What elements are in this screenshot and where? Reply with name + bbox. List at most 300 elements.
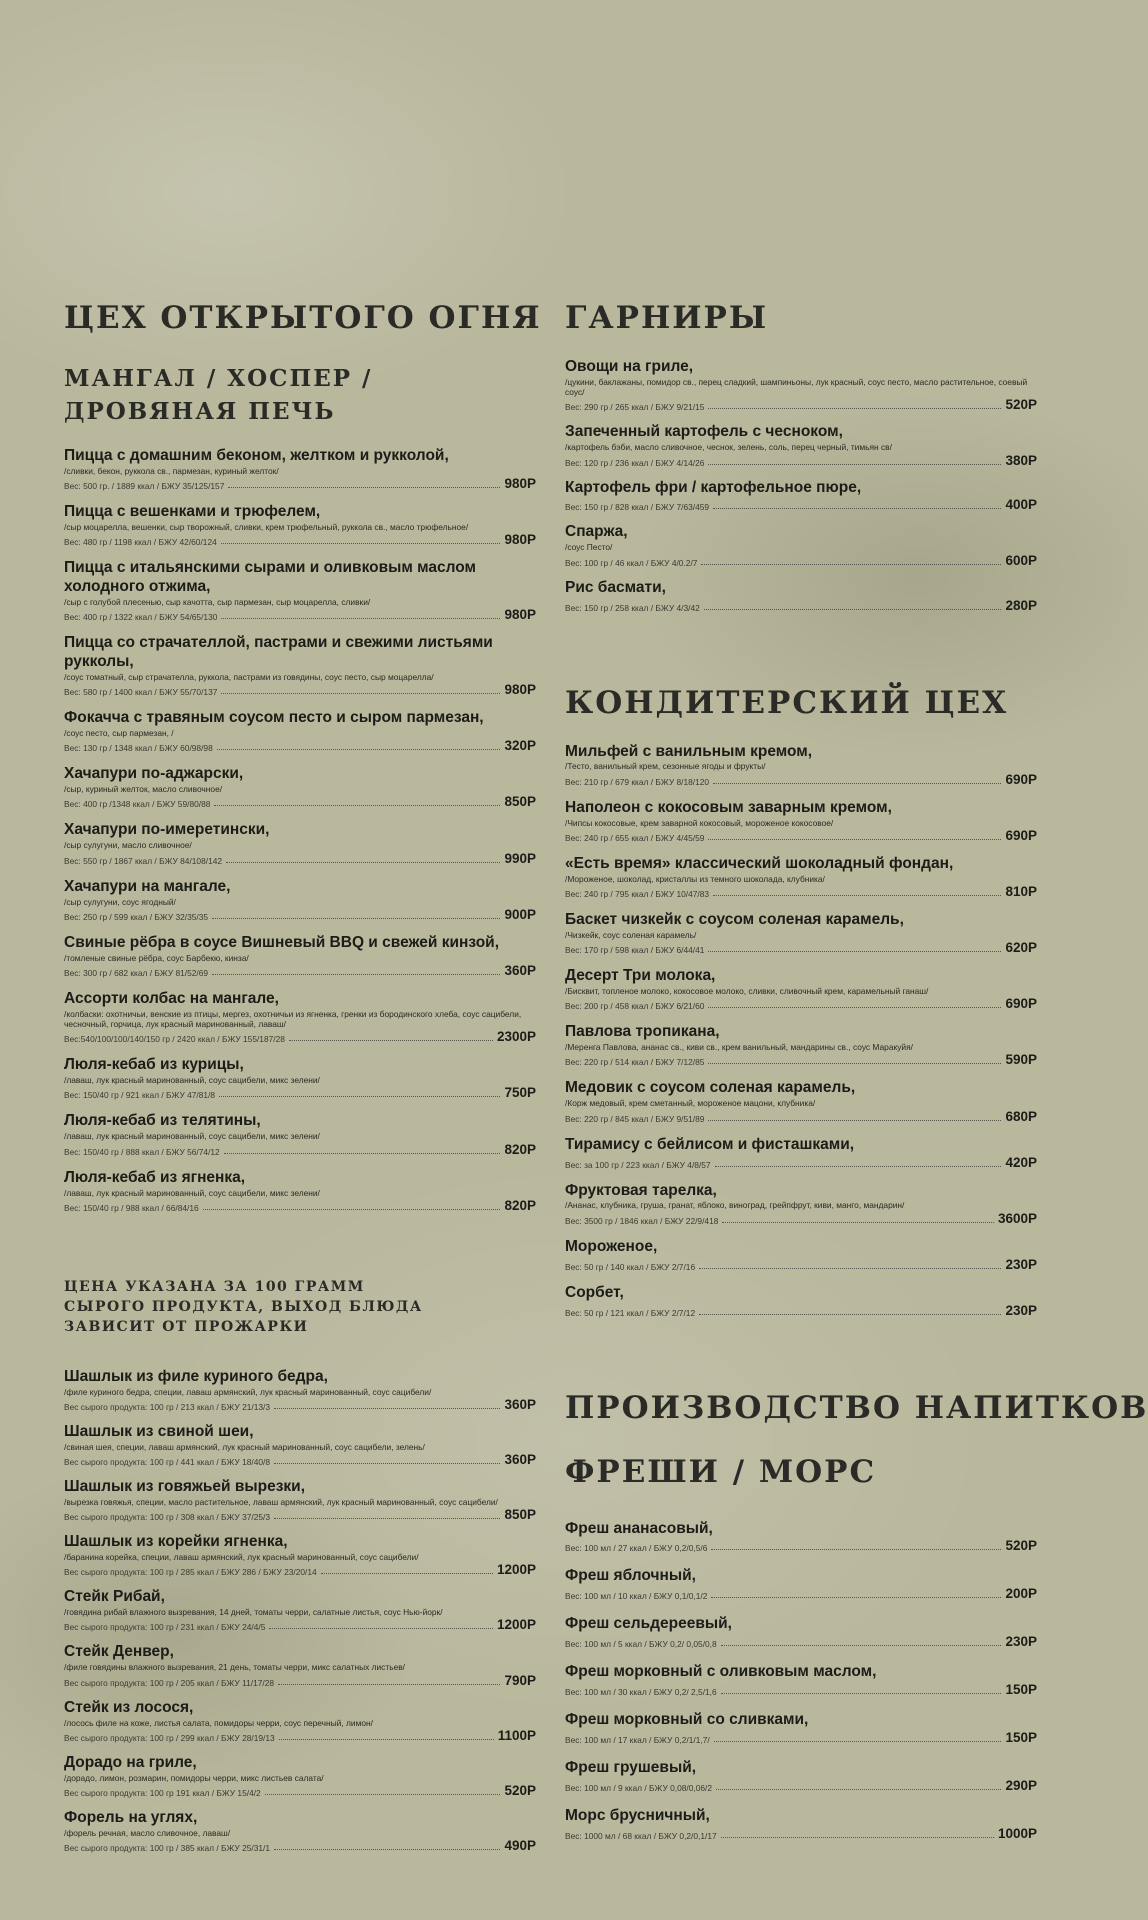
menu-item-weight: Вес: 400 гр / 1322 ккал / БЖУ 54/65/130 [64,612,218,623]
menu-item-meta-line [64,1783,536,1798]
menu-item-name: Пицца с вешенками и трюфелем, [64,502,321,520]
menu-item-weight: Вес: за 100 гр / 223 ккал / БЖУ 4/8/57 [565,1159,711,1170]
menu-item-weight: Вес: 220 гр / 514 ккал / БЖУ 7/12/85 [565,1057,705,1068]
menu-item-price: 790Р [504,1672,536,1688]
menu-item-name: Ассорти колбас на мангале, [64,989,279,1007]
menu-item [64,447,536,491]
menu-item-description: /сыр моцарелла, вешенки, сыр творожный, сливки, крем трюфельный, руккола св., масло трюфельное/ [64,521,469,532]
dotted-leader [699,1313,1001,1315]
menu-item-price: 620Р [1005,940,1037,956]
dotted-leader [708,1006,1001,1008]
menu-item-description: /соус томатный, сыр страчателла, руккола, пастрами из говядины, соус песто, сыр моцарелла/ [64,671,434,682]
menu-item-name: Мороженое, [565,1237,658,1255]
menu-item-price: 520Р [1005,1538,1037,1554]
menu-item-weight: Вес: 3500 гр / 1846 ккал / БЖУ 22/9/418 [565,1215,719,1226]
menu-item [565,1079,1037,1123]
menu-item-weight: Вес: 130 гр / 1348 ккал / БЖУ 60/98/98 [64,743,213,754]
sides-menu-list [565,358,1037,613]
menu-item [565,1567,1037,1601]
menu-item-price: 590Р [1005,1052,1037,1068]
left-column [64,300,542,1864]
menu-item-description: /цукини, баклажаны, помидор св., перец сладкий, шампиньоны, лук красный, соус песто, масло растительное, соевый соус/ [565,376,1028,398]
menu-item-meta-line [565,772,1037,787]
shashlik-menu-list [64,1368,536,1853]
menu-item-name: Фреш яблочный, [565,1567,696,1585]
menu-item-description: /сыр сулугуни, масло сливочное/ [64,840,192,851]
menu-item-name: Пицца со страчателлой, пастрами и свежими листьями рукколы, [64,634,493,670]
menu-item [64,1533,536,1577]
menu-item-price: 690Р [1005,996,1037,1012]
menu-item-description: /Ананас, клубника, груша, гранат, яблоко, виноград, грейпфрут, киви, манго, мандарин/ [565,1200,905,1211]
menu-item-weight: Вес: 100 мл / 5 ккал / БЖУ 0,2/ 0,05/0,8 [565,1639,717,1650]
menu-item-price: 980Р [504,475,536,491]
menu-item-name: Фруктовая тарелка, [565,1181,717,1199]
dotted-leader [278,1683,500,1685]
menu-item-price: 420Р [1005,1154,1037,1170]
menu-item-meta-line [64,1452,536,1467]
menu-item-description: /Бисквит, топленое молоко, кокосовое молоко, сливки, сливочный крем, карамельный ганаш/ [565,986,929,997]
menu-item-weight: Вес сырого продукта: 100 гр / 441 ккал / БЖУ 18/40/8 [64,1456,271,1467]
menu-item-meta-line [64,1673,536,1688]
menu-item-price: 230Р [1005,1634,1037,1650]
dotted-leader [214,804,500,806]
menu-item-price: 360Р [504,962,536,978]
menu-item-name: Стейк Денвер, [64,1643,174,1661]
dotted-leader [708,1119,1001,1121]
dotted-leader [212,973,500,975]
menu-item-name: Картофель фри / картофельное пюре, [565,478,862,496]
menu-item-name: Шашлык из говяжьей вырезки, [64,1477,306,1495]
menu-item-price: 690Р [1005,771,1037,787]
menu-item-meta-line [64,476,536,491]
menu-item-description: /баранина корейка, специи, лаваш армянский, лук красный маринованный, соус сацибели/ [64,1552,419,1563]
menu-item-name: Мильфей с ванильным кремом, [565,742,813,760]
menu-item [64,821,536,865]
menu-item-price: 280Р [1005,597,1037,613]
menu-item-description: /филе куриного бедра, специи, лаваш армянский, лук красный маринованный, соус сацибели/ [64,1386,432,1397]
menu-item [64,1056,536,1100]
menu-item-price: 750Р [504,1085,536,1101]
dotted-leader [217,748,501,750]
menu-item-meta-line [565,1778,1037,1793]
pastry-menu-list [565,743,1037,1318]
menu-item-description: /соус песто, сыр пармезан, / [64,728,174,739]
menu-item-name: Медовик с соусом соленая карамель, [565,1079,856,1097]
menu-item-meta-line [565,940,1037,955]
menu-item-price: 820Р [504,1197,536,1213]
dotted-leader [221,542,501,544]
section-title-drinks: ПРОИЗВОДСТВО НАПИТКОВ [565,1389,1148,1426]
menu-item-meta-line [565,453,1037,468]
menu-item-description: /Меренга Павлова, ананас св., киви св., крем ванильный, мандарины св., соус Маракуйя/ [565,1042,913,1053]
menu-item-meta-line [64,1142,536,1157]
menu-item-weight: Вес: 480 гр / 1198 ккал / БЖУ 42/60/124 [64,537,217,547]
menu-item [64,503,536,547]
menu-item-description: /Чизкейк, соус соленая карамель/ [565,929,697,940]
menu-item-weight: Вес сырого продукта: 100 гр / 231 ккал / БЖУ 24/4/5 [64,1622,266,1633]
menu-item-price: 690Р [1005,827,1037,843]
menu-item-meta-line [64,532,536,547]
menu-item [565,579,1037,613]
menu-item [565,855,1037,899]
menu-item-name: Пицца с итальянскими сырами и оливковым маслом холодного отжима, [64,559,476,595]
menu-item [64,1699,536,1743]
menu-item-price: 850Р [504,1507,536,1523]
menu-item-weight: Вес: 100 мл / 27 ккал / БЖУ 0,2/0,5/6 [565,1543,708,1554]
menu-item-name: Шашлык из корейки ягненка, [64,1533,288,1551]
menu-item-description: /соус Песто/ [565,542,613,553]
menu-item-weight: Вес: 150/40 гр / 921 ккал / БЖУ 47/81/8 [64,1090,216,1101]
dotted-leader [221,692,500,694]
menu-item-meta-line [565,1682,1037,1697]
menu-item [565,423,1037,467]
menu-item-meta-line [64,851,536,866]
menu-item-meta-line [565,598,1037,613]
dotted-leader [701,563,1001,565]
menu-item-weight: Вес сырого продукта: 100 гр 191 ккал / БЖУ 15/4/2 [64,1787,261,1798]
menu-item [64,1809,536,1853]
menu-item-weight: Вес: 400 гр /1348 ккал / БЖУ 59/80/88 [64,799,211,810]
menu-item-meta-line [64,1562,536,1577]
menu-item-price: 850Р [504,794,536,810]
menu-item-weight: Вес сырого продукта: 100 гр / 385 ккал / БЖУ 25/31/1 [64,1843,271,1854]
dotted-leader [704,608,1002,610]
menu-item [64,1478,536,1522]
menu-item-name: Люля-кебаб из телятины, [64,1112,261,1130]
dotted-leader [321,1572,493,1574]
menu-item-name: Рис басмати, [565,578,666,596]
menu-item [64,1368,536,1412]
menu-item [64,709,536,753]
menu-item-meta-line [64,738,536,753]
menu-item-weight: Вес: 500 гр. / 1889 ккал / БЖУ 35/125/157 [64,480,225,491]
menu-item-description: /лаваш, лук красный маринованный, соус сацибели, микс зелени/ [64,1187,320,1198]
menu-item [565,1136,1037,1170]
menu-item-name: Хачапури по-аджарски, [64,765,244,783]
menu-item-weight: Вес: 150 гр / 828 ккал / БЖУ 7/63/459 [565,502,710,513]
menu-item-price: 820Р [504,1141,536,1157]
menu-item-weight: Вес: 200 гр / 458 ккал / БЖУ 6/21/60 [565,1001,705,1012]
dotted-leader [722,1221,994,1223]
menu-item [64,1112,536,1156]
menu-item-meta-line [565,1109,1037,1124]
menu-item-name: Шашлык из свиной шеи, [64,1422,254,1440]
menu-item-name: Пицца с домашним беконом, желтком и рукколой, [64,446,449,464]
menu-item-meta-line [565,1052,1037,1067]
menu-item-price: 290Р [1005,1777,1037,1793]
menu-item-name: Баскет чизкейк с соусом соленая карамель, [565,911,904,928]
menu-item-price: 360Р [504,1451,536,1467]
menu-item [64,1643,536,1687]
menu-item-weight: Вес:540/100/100/140/150 гр / 2420 ккал / БЖУ 155/187/28 [64,1034,285,1045]
menu-item-meta-line [565,1257,1037,1272]
menu-item-description: /колбаски: охотничьи, венские из птицы, мергез, охотничьи из ягненка, гренки из бородинского хлеба, соус сацибели, чесночный, горчица, лук красный маринованный, лаваш/ [64,1008,522,1030]
menu-item-weight: Вес: 300 гр / 682 ккал / БЖУ 81/52/69 [64,967,209,978]
menu-item-description: /лосось филе на коже, листья салата, помидоры черри, соус перечный, лимон/ [64,1717,373,1728]
dotted-leader [713,894,1001,896]
menu-item [64,634,536,697]
menu-item-price: 380Р [1005,452,1037,468]
dotted-leader [721,1644,1002,1646]
menu-item-name: Фреш сельдереевый, [565,1615,732,1633]
menu-item [565,1759,1037,1793]
menu-item-name: Фокачча с травяным соусом песто и сыром пармезан, [64,709,484,727]
menu-item-name: Морс брусничный, [565,1806,710,1824]
menu-item-name: Павлова тропикана, [565,1023,720,1041]
menu-item-weight: Вес: 250 гр / 599 ккал / БЖУ 32/35/35 [64,911,209,922]
fresh-menu-list [565,1520,1037,1841]
section-title-open-fire: ЦЕХ ОТКРЫТОГО ОГНЯ [64,300,542,336]
menu-item-weight: Вес сырого продукта: 100 гр / 299 ккал / БЖУ 28/19/13 [64,1732,275,1743]
menu-item-price: 360Р [504,1396,536,1412]
menu-item-name: Фреш морковный с оливковым маслом, [565,1663,877,1681]
menu-item-price: 1000Р [997,1825,1037,1841]
section-subtitle-grill: МАНГАЛ / ХОСПЕР / ДРОВЯНАЯ ПЕЧЬ [64,365,373,426]
menu-item-price: 520Р [504,1782,536,1798]
menu-item-weight: Вес: 100 гр / 46 ккал / БЖУ 4/0.2/7 [565,557,698,568]
raw-weight-note: ЦЕНА УКАЗАНА ЗА 100 ГРАММ СЫРОГО ПРОДУКТА, ВЫХОД БЛЮДА ЗАВИСИТ ОТ ПРОЖАРКИ [64,1278,423,1336]
menu-item [64,559,536,622]
dotted-leader [714,1740,1002,1742]
dotted-leader [708,463,1001,465]
menu-item-meta-line [64,907,536,922]
dotted-leader [713,782,1001,784]
menu-item-weight: Вес: 50 гр / 140 ккал / БЖУ 2/7/16 [565,1261,696,1272]
menu-item [565,1807,1037,1841]
menu-item-weight: Вес: 150 гр / 258 ккал / БЖУ 4/3/42 [565,602,700,613]
menu-item-price: 980Р [504,682,536,698]
menu-item-description: /вырезка говяжья, специи, масло растительное, лаваш армянский, лук красный маринованный, соус сацибели/ [64,1496,498,1507]
menu-item-weight: Вес: 240 гр / 795 ккал / БЖУ 10/47/83 [565,889,710,899]
menu-item-meta-line [565,996,1037,1011]
dotted-leader [699,1267,1001,1269]
menu-item-description: /картофель бэби, масло сливочное, чеснок, зелень, соль, перец черный, тимьян св/ [565,442,892,453]
menu-item-price: 810Р [1005,884,1037,899]
menu-item [64,878,536,922]
menu-item-description: /сыр, куриный желток, масло сливочное/ [64,784,223,795]
menu-item [565,523,1037,567]
menu-item [565,1284,1037,1318]
menu-item-weight: Вес: 170 гр / 598 ккал / БЖУ 6/44/41 [565,945,705,956]
menu-item-weight: Вес: 550 гр / 1867 ккал / БЖУ 84/108/142 [64,855,223,866]
menu-item-name: Люля-кебаб из курицы, [64,1056,244,1074]
menu-item-description: /лаваш, лук красный маринованный, соус сацибели, микс зелени/ [64,1075,320,1086]
menu-item-weight: Вес: 210 гр / 679 ккал / БЖУ 8/18/120 [565,776,710,787]
menu-item [565,358,1037,412]
menu-item-name: Свиные рёбра в соусе Вишневый BBQ и свежей кинзой, [64,933,500,951]
menu-item-meta-line [565,553,1037,568]
menu-item-meta-line [64,963,536,978]
menu-item-weight: Вес сырого продукта: 100 гр / 213 ккал / БЖУ 21/13/3 [64,1401,271,1412]
grill-menu-list [64,447,536,1213]
menu-item-price: 490Р [504,1838,536,1854]
dotted-leader [269,1627,493,1629]
menu-item [565,1238,1037,1272]
menu-item-name: Тирамису с бейлисом и фисташками, [565,1135,855,1153]
section-title-sides: ГАРНИРЫ [565,300,769,336]
menu-item-meta-line [64,1029,536,1044]
right-column [565,300,1148,1855]
menu-item-weight: Вес: 150/40 гр / 888 ккал / БЖУ 56/74/12 [64,1146,220,1157]
dotted-leader [708,950,1001,952]
menu-item-price: 1200Р [496,1562,536,1578]
menu-item-weight: Вес: 100 мл / 30 ккал / БЖУ 0,2/ 2,5/1,6 [565,1687,717,1698]
menu-item-weight: Вес: 150/40 гр / 988 ккал / 66/84/16 [64,1202,199,1213]
menu-item-meta-line [64,1397,536,1412]
menu-item-meta-line [64,1507,536,1522]
menu-item-price: 200Р [1005,1586,1037,1602]
dotted-leader [203,1208,501,1210]
menu-item-price: 900Р [504,906,536,922]
menu-item-price: 3600Р [997,1210,1037,1226]
menu-item-price: 230Р [1005,1302,1037,1318]
menu-item [565,1520,1037,1554]
menu-item-weight: Вес: 220 гр / 845 ккал / БЖУ 9/51/89 [565,1113,705,1124]
menu-item-description: /сыр с голубой плесенью, сыр качотта, сыр пармезан, сыр моцарелла, сливки/ [64,596,371,607]
menu-item-name: Фреш морковный со сливками, [565,1711,809,1729]
menu-item-meta-line [64,1728,536,1743]
dotted-leader [224,1152,501,1154]
menu-item-weight: Вес: 100 мл / 9 ккал / БЖУ 0,08/0,06/2 [565,1782,713,1793]
menu-item-weight: Вес: 100 мл / 17 ккал / БЖУ 0,2/1/1,7/ [565,1735,710,1746]
menu-item-name: Шашлык из филе куриного бедра, [64,1367,328,1385]
menu-item [565,799,1037,843]
dotted-leader [274,1517,500,1519]
menu-item-meta-line [64,1198,536,1213]
dotted-leader [274,1462,500,1464]
menu-item-weight: Вес сырого продукта: 100 гр / 308 ккал / БЖУ 37/25/3 [64,1512,271,1523]
menu-item-meta-line [565,1538,1037,1553]
menu-item-price: 2300Р [496,1029,536,1045]
dotted-leader [721,1836,994,1838]
menu-item [64,990,536,1044]
menu-item [565,967,1037,1011]
menu-item-name: Стейк из лосося, [64,1698,194,1716]
dotted-leader [212,917,500,919]
dotted-leader [279,1738,494,1740]
menu-item-meta-line [565,497,1037,512]
menu-item-meta-line [565,1826,1037,1841]
menu-item-meta-line [565,1730,1037,1745]
menu-item-name: Стейк Рибай, [64,1588,165,1606]
menu-item-price: 150Р [1005,1730,1037,1746]
menu-item [565,911,1037,955]
dotted-leader [228,486,500,488]
menu-item-price: 400Р [1005,497,1037,513]
menu-item-name: Форель на углях, [64,1808,198,1826]
dotted-leader [711,1548,1001,1550]
dotted-leader [708,1062,1001,1064]
menu-item-meta-line [64,682,536,697]
menu-item [565,1615,1037,1649]
menu-item-weight: Вес сырого продукта: 100 гр / 205 ккал / БЖУ 11/17/28 [64,1677,275,1688]
menu-item-name: Дорадо на гриле, [64,1753,197,1771]
menu-item-weight: Вес: 1000 мл / 68 ккал / БЖУ 0,2/0,1/17 [565,1830,717,1841]
menu-item-description: /Чипсы кокосовые, крем заварной кокосовый, мороженое кокосовое/ [565,817,834,828]
menu-item-description: /томленые свиные рёбра, соус Барбекю, кинза/ [64,952,249,963]
menu-item-name: Хачапури на мангале, [64,877,231,895]
menu-item-description: /говядина рибай влажного вызревания, 14 дней, томаты черри, салатные листья, соус Нью-йорк/ [64,1607,443,1618]
menu-item [64,1588,536,1632]
menu-item-description: /сыр сулугуни, соус ягодный/ [64,896,176,907]
menu-item-name: Фреш грушевый, [565,1759,697,1777]
menu-item-weight: Вес: 290 гр / 265 ккал / БЖУ 9/21/15 [565,402,705,413]
menu-item-price: 320Р [504,738,536,754]
menu-item-meta-line [565,1586,1037,1601]
menu-item-meta-line [565,1634,1037,1649]
menu-item [565,1711,1037,1745]
dotted-leader [265,1793,501,1795]
section-title-pastry: КОНДИТЕРСКИЙ ЦЕХ [565,684,1009,721]
menu-item-name: Хачапури по-имеретински, [64,821,270,839]
menu-item-meta-line [64,794,536,809]
menu-item-price: 600Р [1005,552,1037,568]
menu-item [64,1423,536,1467]
dotted-leader [708,407,1001,409]
menu-item-price: 150Р [1005,1682,1037,1698]
menu-item-description: /сливки, бекон, руккола св., пармезан, куриный желток/ [64,465,279,476]
menu-item-weight: Вес сырого продукта: 100 гр / 285 ккал / БЖУ 286 / БЖУ 23/20/14 [64,1567,317,1578]
menu-item-meta-line [565,828,1037,843]
menu-item-name: Запеченный картофель с чесноком, [565,423,843,441]
menu-item-price: 990Р [504,850,536,866]
menu-item-name: Спаржа, [565,523,628,541]
menu-item-price: 680Р [1005,1108,1037,1124]
menu-item-description: /лаваш, лук красный маринованный, соус сацибели, микс зелени/ [64,1131,320,1142]
menu-item-name: Десерт Три молока, [565,967,716,985]
menu-item-weight: Вес: 50 гр / 121 ккал / БЖУ 2/7/12 [565,1307,696,1318]
menu-item-description: /свиная шея, специи, лаваш армянский, лук красный маринованный, соус сацибели, зелень/ [64,1441,425,1452]
dotted-leader [721,1692,1002,1694]
menu-item-price: 980Р [504,532,536,547]
menu-item-name: Фреш ананасовый, [565,1519,713,1537]
menu-item-name: Сорбет, [565,1283,624,1301]
menu-item-price: 520Р [1005,397,1037,413]
menu-item [64,934,536,978]
menu-item-description: /филе говядины влажного вызревания, 21 день, томаты черри, микс салатных листьев/ [64,1662,405,1673]
dotted-leader [289,1039,493,1041]
menu-item-price: 230Р [1005,1256,1037,1272]
menu-item-name: Овощи на гриле, [565,358,694,375]
menu-item-weight: Вес: 240 гр / 655 ккал / БЖУ 4/45/59 [565,832,705,843]
menu-item-description: /Корж медовый, крем сметанный, мороженое мацони, клубника/ [565,1098,816,1109]
menu-item-description: /дорадо, лимон, розмарин, помидоры черри, микс листьев салата/ [64,1772,324,1783]
menu-item-meta-line [565,1155,1037,1170]
dotted-leader [713,507,1001,509]
menu-item-meta-line [565,884,1037,899]
menu-item-description: /форель речная, масло сливочное, лаваш/ [64,1827,231,1838]
dotted-leader [711,1596,1001,1598]
dotted-leader [715,1165,1002,1167]
menu-item-price: 1100Р [497,1727,536,1743]
menu-item [565,479,1037,513]
menu-item-meta-line [64,607,536,622]
section-subtitle-fresh: ФРЕШИ / МОРС [565,1453,877,1490]
dotted-leader [221,617,500,619]
menu-item-meta-line [64,1838,536,1853]
menu-item-name: Наполеон с кокосовым заварным кремом, [565,798,892,816]
dotted-leader [708,838,1001,840]
dotted-leader [716,1788,1001,1790]
dotted-leader [274,1848,500,1850]
menu-item-weight: Вес: 120 гр / 236 ккал / БЖУ 4/14/26 [565,457,705,468]
menu-item [565,1023,1037,1067]
menu-item-price: 980Р [504,607,536,623]
menu-item-meta-line [64,1617,536,1632]
menu-item-weight: Вес: 580 гр / 1400 ккал / БЖУ 55/70/137 [64,687,218,698]
menu-item-meta-line [565,1211,1037,1226]
menu-item-weight: Вес: 100 мл / 10 ккал / БЖУ 0,1/0,1/2 [565,1591,708,1602]
